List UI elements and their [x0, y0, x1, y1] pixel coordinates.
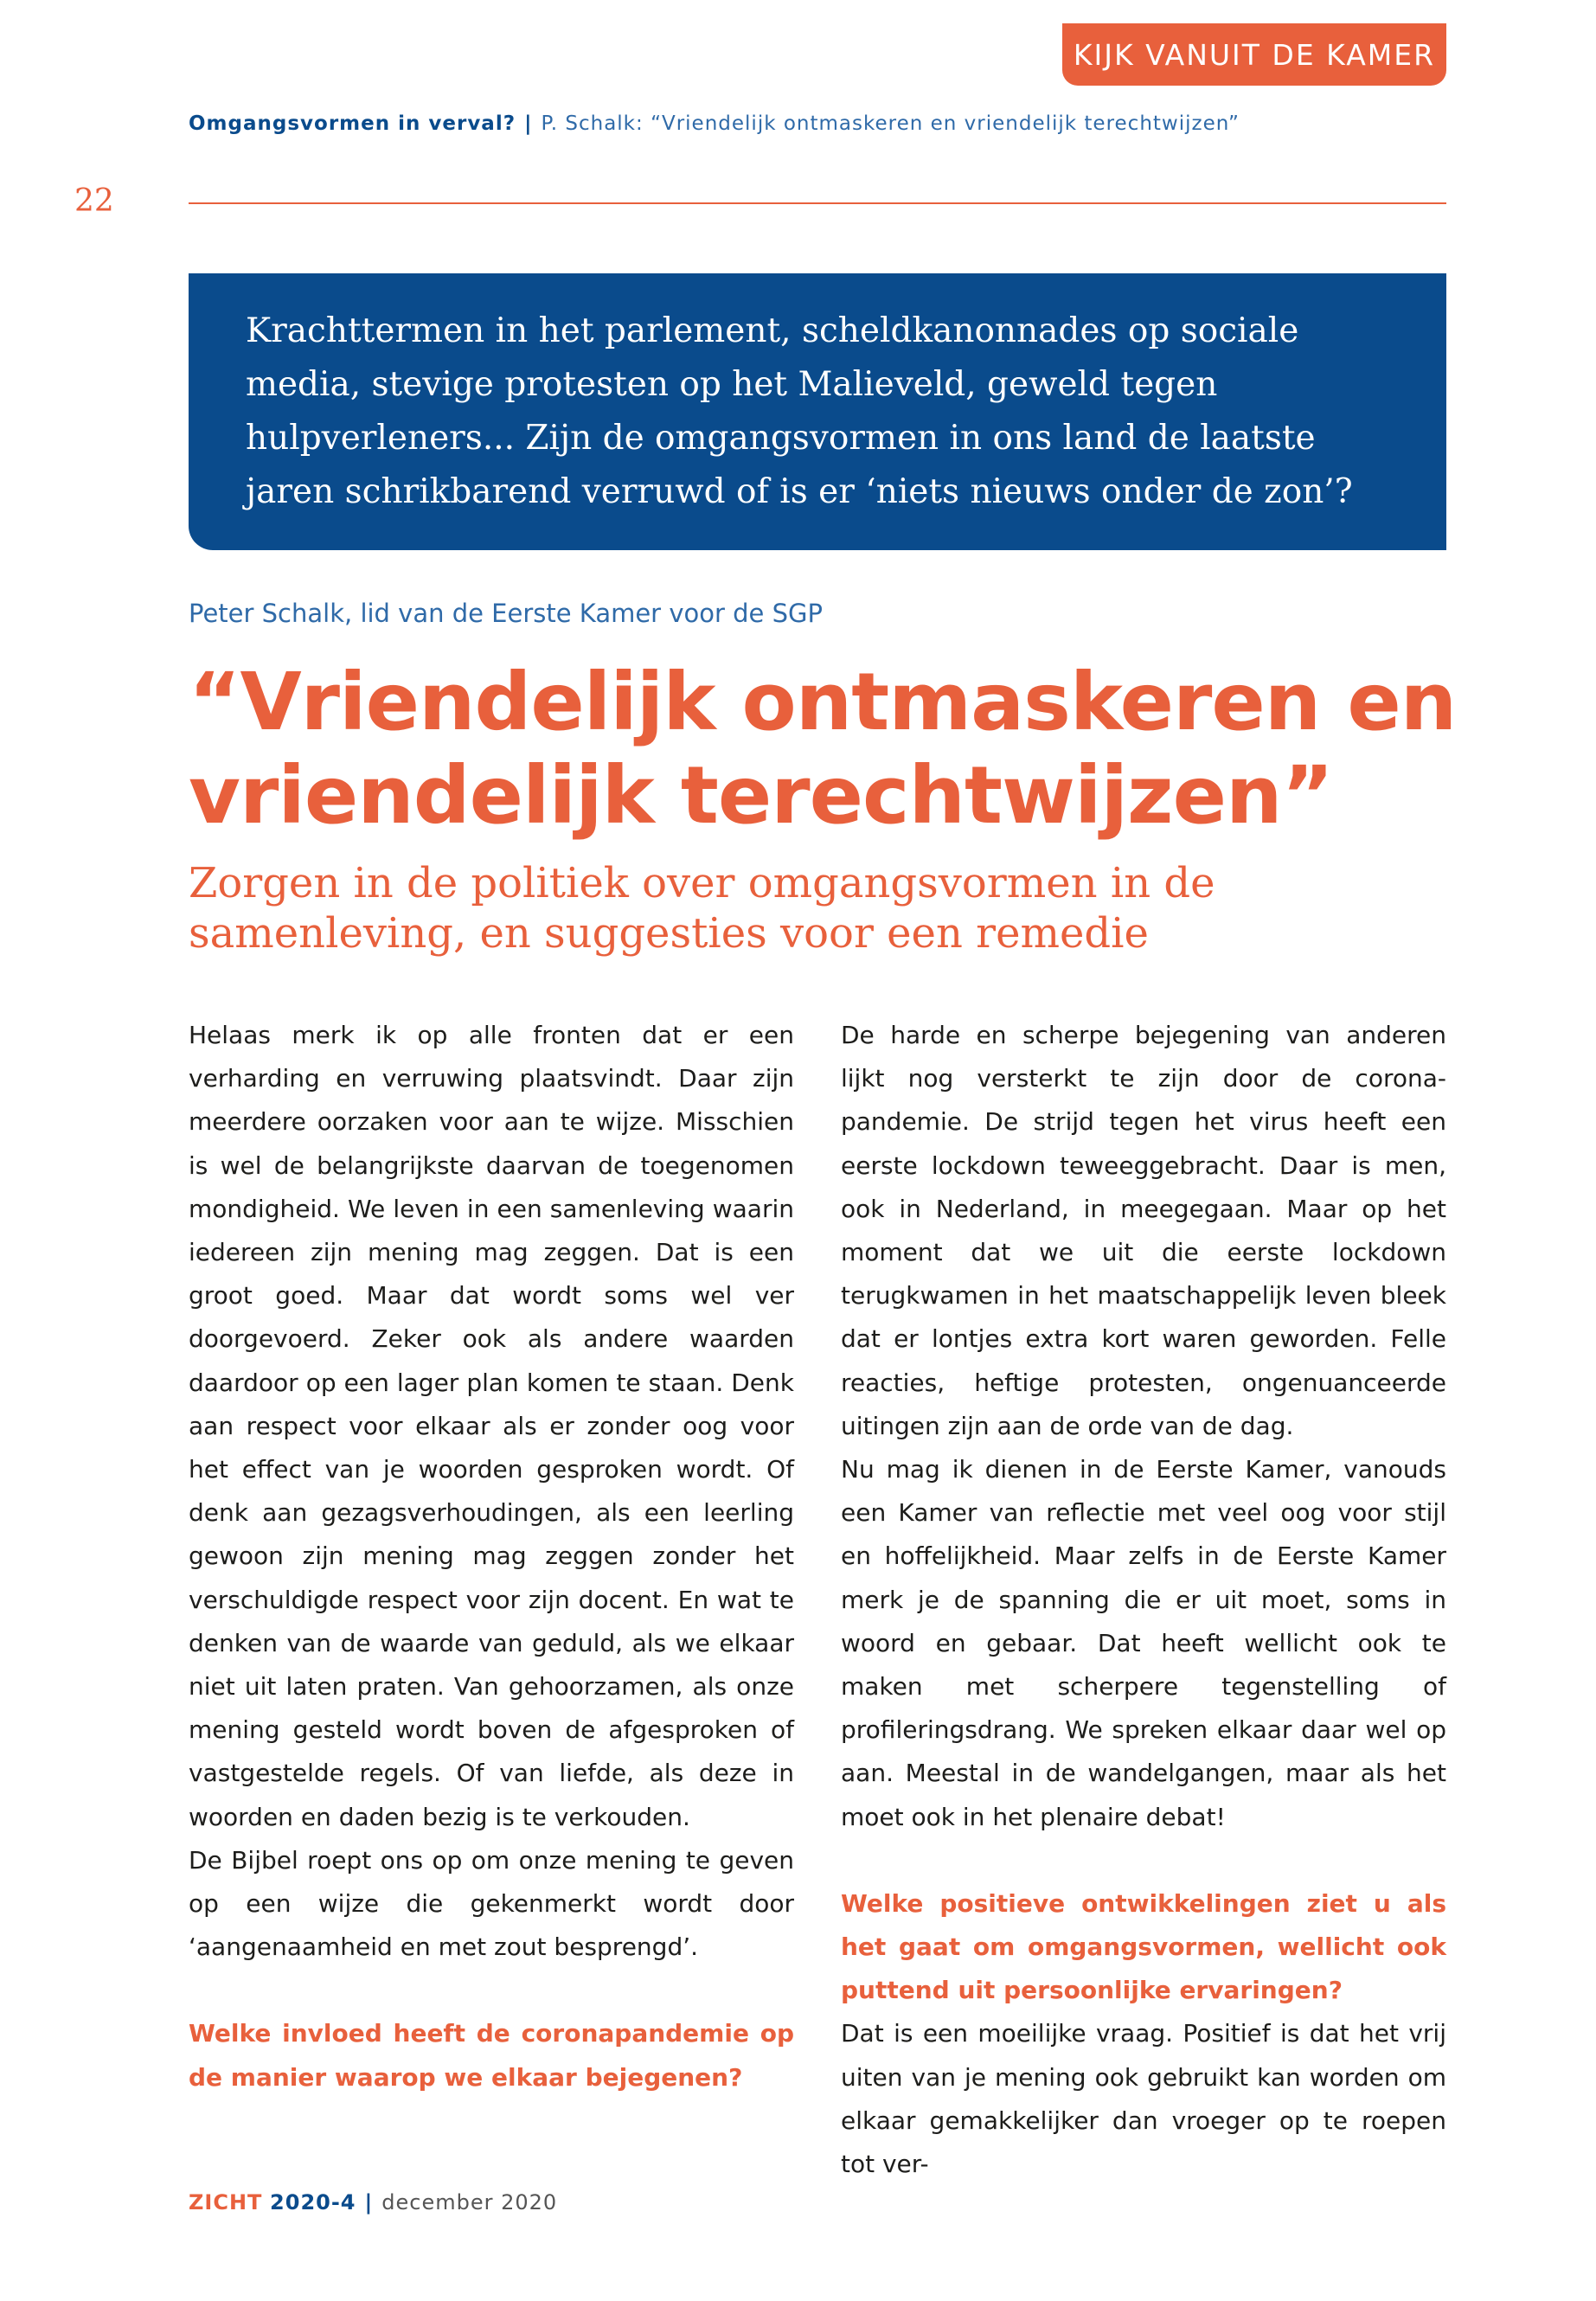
- page-number: 22: [74, 183, 114, 219]
- paragraph: Nu mag ik dienen in de Eerste Kamer, vanouds een Kamer van reflectie met veel oog voor stijl en hoffelijkheid. Maar zelfs in de Eerste Kamer merk je de spanning die er uit moet, soms in woord en gebaar. Dat heeft wellicht ook te maken met scherpere tegenstelling of profileringsdrang. We spreken elkaar daar wel op aan. Meestal in de wandelgangen, maar als het moet ook in het plenaire debat!: [841, 1455, 1446, 1831]
- section-tab: KIJK VANUIT DE KAMER: [1062, 23, 1446, 86]
- paragraph: De Bijbel roept ons op om onze mening te geven op een wijze die gekenmerkt wordt door ‘aangenaamheid en met zout besprengd’.: [189, 1845, 794, 1962]
- subheadline: Zorgen in de politiek over omgangsvormen in de samenleving, en suggesties voor een remedie: [189, 859, 1215, 958]
- intro-box: [189, 273, 1446, 550]
- right-column: [841, 1014, 1446, 2186]
- header-rule: [189, 202, 1446, 204]
- running-head-series: Omgangsvormen in verval?: [189, 112, 516, 135]
- interview-question: Welke invloed heeft de coronapandemie op de manier waarop we elkaar bejegenen?: [189, 2019, 794, 2092]
- footer-brand: ZICHT: [189, 2190, 263, 2214]
- left-column: [189, 1014, 794, 2099]
- page-title: “Vriendelijk ontmaskeren en vriendelijk terechtwijzen”: [189, 656, 1457, 842]
- footer-date: december 2020: [381, 2190, 558, 2214]
- footer-issue: 2020-4: [270, 2190, 356, 2214]
- running-head-article: P. Schalk: “Vriendelijk ontmaskeren en vriendelijk terechtwijzen”: [541, 112, 1240, 135]
- paragraph: De harde en scherpe bejegening van anderen lijkt nog versterkt te zijn door de corona-pandemie. De strijd tegen het virus heeft een eerste lockdown teweeggebracht. Daar is men, ook in Nederland, in meegegaan. Maar op het moment dat we uit die eerste lockdown terugkwamen in het maatschappelijk leven bleek dat er lontjes extra kort waren geworden. Felle reacties, heftige protesten, ongenuanceerde uitingen zijn aan de orde van de dag.: [841, 1021, 1446, 1440]
- intro-text: Krachttermen in het parlement, scheldkanonnades op sociale media, stevige protesten op het Malieveld, geweld tegen hulpverleners... Zijn de omgangsvormen in ons land de laatste jaren schrikbarend verruwd of is er ‘niets nieuws onder de zon’?: [246, 311, 1353, 511]
- running-head-separator: |: [524, 112, 533, 135]
- footer: [189, 2190, 557, 2214]
- paragraph: Helaas merk ik op alle fronten dat er een verharding en verruwing plaatsvindt. Daar zijn meerdere oorzaken voor aan te wijze. Misschien is wel de belangrijkste daarvan de toegenomen mondigheid. We leven in een samenleving waarin iedereen zijn mening mag zeggen. Dat is een groot goed. Maar dat wordt soms wel ver doorgevoerd. Zeker ook als andere waarden daardoor op een lager plan komen te staan. Denk aan respect voor elkaar als er zonder oog voor het effect van je woorden gesproken wordt. Of denk aan gezagsverhoudingen, als een leerling gewoon zijn mening mag zeggen zonder het verschuldigde respect voor zijn docent. En wat te denken van de waarde van geduld, als we elkaar niet uit laten praten. Van gehoorzamen, als onze mening gesteld wordt boven de afgesproken of vastgestelde regels. Of van liefde, als deze in woorden en daden bezig is te verkouden.: [189, 1021, 794, 1831]
- interview-question: Welke positieve ontwikkelingen ziet u als het gaat om omgangsvormen, wellicht ook puttend uit persoonlijke ervaringen?: [841, 1888, 1446, 2005]
- byline: Peter Schalk, lid van de Eerste Kamer voor de SGP: [189, 599, 823, 628]
- paragraph: Dat is een moeilijke vraag. Positief is dat het vrij uiten van je mening ook gebruikt kan worden om elkaar gemakkelijker dan vroeger op te roepen tot ver-: [841, 2019, 1446, 2179]
- footer-separator: |: [364, 2190, 374, 2214]
- running-head: [189, 112, 1240, 135]
